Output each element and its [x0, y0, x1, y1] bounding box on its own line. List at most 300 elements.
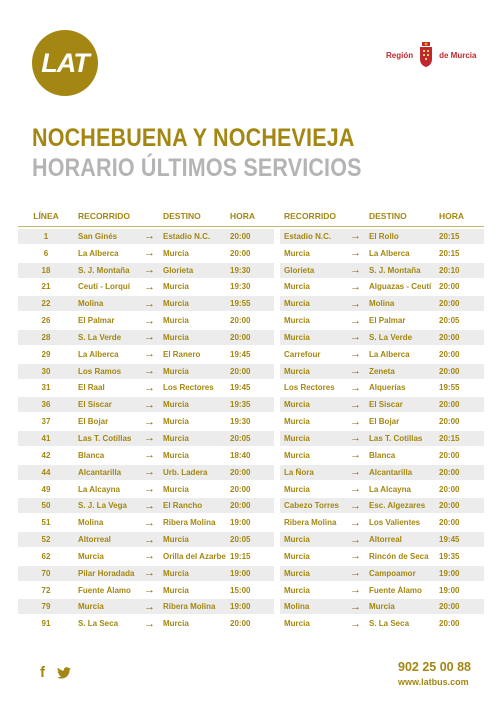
cell-recorrido: El Bojar: [78, 417, 109, 427]
outbound-band: [18, 549, 274, 564]
cell-recorrido: Molina: [78, 518, 104, 528]
arrow-right-icon: →: [144, 533, 155, 546]
cell-destino-return: S. La Verde: [369, 332, 413, 342]
outbound-band: [18, 599, 274, 614]
table-row: [18, 263, 484, 278]
region-label-part1: Región: [386, 50, 414, 60]
cell-recorrido: Murcia: [78, 602, 104, 612]
outbound-band: [18, 482, 274, 497]
return-band: [280, 465, 484, 480]
arrow-right-icon: →: [350, 297, 361, 310]
cell-recorrido-return: Murcia: [284, 417, 310, 427]
return-band: [280, 616, 484, 631]
arrow-right-icon: →: [144, 567, 155, 580]
cell-recorrido: El Siscar: [78, 400, 112, 410]
cell-hora-return: 20:00: [439, 366, 460, 376]
cell-recorrido: S. La Seca: [78, 619, 119, 629]
table-row: [18, 313, 484, 328]
cell-hora: 19:30: [230, 265, 251, 275]
cell-destino-return: Rincón de Seca: [369, 551, 429, 561]
cell-destino-return: Murcia: [369, 602, 395, 612]
arrow-right-icon: →: [144, 483, 155, 495]
cell-recorrido-return: Murcia: [284, 585, 310, 595]
arrow-right-icon: →: [350, 567, 361, 580]
cell-hora: 19:00: [230, 602, 251, 612]
cell-recorrido-return: Ribera Molina: [284, 518, 337, 528]
table-row: [18, 616, 484, 631]
arrow-right-icon: →: [350, 617, 361, 630]
cell-recorrido-return: Molina: [284, 602, 310, 612]
cell-recorrido: S. J. Montaña: [78, 265, 130, 275]
arrow-right-icon: →: [350, 466, 361, 479]
cell-linea: 50: [41, 501, 51, 511]
cell-hora-return: 20:00: [439, 484, 460, 494]
outbound-band: [18, 229, 274, 244]
return-band: [280, 313, 484, 328]
cell-recorrido: El Raal: [78, 383, 105, 393]
cell-recorrido-return: Los Rectores: [284, 383, 335, 393]
arrow-right-icon: →: [144, 348, 155, 361]
table-row: [18, 330, 484, 345]
cell-recorrido: Fuente Álamo: [78, 585, 131, 595]
arrow-right-icon: →: [144, 247, 155, 260]
crest-icon: [418, 42, 434, 68]
arrow-right-icon: →: [350, 550, 361, 563]
cell-recorrido-return: Murcia: [284, 568, 310, 578]
cell-linea: 30: [41, 366, 51, 376]
cell-linea: 22: [41, 299, 51, 309]
cell-recorrido: Alcantarilla: [78, 467, 122, 477]
cell-recorrido-return: Murcia: [284, 535, 310, 545]
cell-hora: 20:00: [230, 248, 251, 258]
cell-destino-return: Altorreal: [369, 535, 402, 545]
arrow-right-icon: →: [144, 297, 155, 310]
table-row: [18, 380, 484, 395]
cell-recorrido: S. J. La Vega: [78, 501, 127, 511]
arrow-right-icon: →: [144, 499, 155, 512]
cell-destino: Murcia: [163, 535, 189, 545]
cell-linea: 51: [41, 518, 51, 528]
cell-destino-return: Blanca: [369, 450, 396, 460]
cell-destino-return: El Siscar: [369, 400, 403, 410]
cell-recorrido-return: Carrefour: [284, 349, 321, 359]
header-linea: LÍNEA: [33, 210, 59, 221]
arrow-right-icon: →: [350, 483, 361, 495]
return-band: [280, 414, 484, 429]
cell-hora-return: 20:00: [439, 602, 460, 612]
table-row: [18, 532, 484, 547]
lat-logo-text: LAT: [41, 47, 89, 78]
table-row: [18, 246, 484, 261]
arrow-right-icon: →: [350, 230, 361, 243]
cell-hora: 19:35: [230, 400, 251, 410]
twitter-icon[interactable]: [57, 667, 71, 679]
cell-linea: 70: [41, 568, 51, 578]
return-band: [280, 347, 484, 362]
arrow-right-icon: →: [350, 449, 361, 462]
cell-recorrido-return: Cabezo Torres: [284, 501, 339, 511]
outbound-band: [18, 330, 274, 345]
return-band: [280, 549, 484, 564]
table-row: [18, 515, 484, 530]
outbound-band: [18, 380, 274, 395]
arrow-right-icon: →: [144, 584, 155, 597]
return-band: [280, 279, 484, 294]
cell-destino-return: El Palmar: [369, 316, 406, 326]
phone-number: 902 25 00 88: [398, 660, 471, 674]
cell-linea: 62: [41, 551, 51, 561]
outbound-band: [18, 397, 274, 412]
cell-destino-return: Alcantarilla: [369, 467, 413, 477]
arrow-right-icon: →: [350, 381, 361, 394]
header-hora-return: HORA: [439, 210, 465, 221]
cell-destino: Murcia: [163, 400, 189, 410]
arrow-right-icon: →: [144, 264, 155, 277]
cell-recorrido-return: Murcia: [284, 619, 310, 629]
cell-hora-return: 20:00: [439, 349, 460, 359]
table-body: [18, 229, 484, 631]
arrow-right-icon: →: [350, 331, 361, 344]
table-row: [18, 229, 484, 244]
cell-hora-return: 20:15: [439, 433, 460, 443]
arrow-right-icon: →: [350, 398, 361, 411]
cell-linea: 41: [41, 433, 51, 443]
cell-hora: 20:00: [230, 501, 251, 511]
outbound-band: [18, 616, 274, 631]
outbound-band: [18, 532, 274, 547]
outbound-band: [18, 246, 274, 261]
table-row: [18, 279, 484, 294]
cell-hora-return: 20:00: [439, 299, 460, 309]
cell-hora: 20:00: [230, 332, 251, 342]
cell-destino: El Rancho: [163, 501, 203, 511]
social-links: [40, 664, 71, 681]
cell-hora: 19:45: [230, 383, 251, 393]
cell-destino-return: S. La Seca: [369, 619, 410, 629]
cell-destino-return: Alquerías: [369, 383, 406, 393]
cell-destino: El Ranero: [163, 349, 201, 359]
cell-destino-return: La Alberca: [369, 349, 410, 359]
cell-recorrido-return: Murcia: [284, 248, 310, 258]
return-band: [280, 229, 484, 244]
table-row: [18, 498, 484, 513]
arrow-right-icon: →: [144, 516, 155, 529]
cell-linea: 6: [43, 248, 49, 258]
arrow-right-icon: →: [144, 230, 155, 243]
outbound-band: [18, 347, 274, 362]
cell-linea: 52: [41, 535, 51, 545]
table-row: [18, 364, 484, 379]
table-row: [18, 566, 484, 581]
cell-recorrido: Las T. Cotillas: [78, 433, 132, 443]
cell-destino: Murcia: [163, 484, 189, 494]
table-row: [18, 414, 484, 429]
arrow-right-icon: →: [144, 466, 155, 479]
outbound-band: [18, 313, 274, 328]
cell-hora-return: 20:00: [439, 501, 460, 511]
arrow-right-icon: →: [144, 617, 155, 630]
cell-destino: Murcia: [163, 568, 189, 578]
outbound-band: [18, 263, 274, 278]
table-row: [18, 448, 484, 463]
cell-recorrido: El Palmar: [78, 316, 115, 326]
outbound-band: [18, 566, 274, 581]
cell-hora: 19:15: [230, 551, 251, 561]
cell-linea: 31: [41, 383, 51, 393]
cell-recorrido-return: Glorieta: [284, 265, 315, 275]
cell-destino: Murcia: [163, 332, 189, 342]
cell-linea: 72: [41, 585, 51, 595]
cell-destino: Urb. Ladera: [163, 467, 208, 477]
cell-destino: Los Rectores: [163, 383, 214, 393]
header-spacer: [138, 210, 161, 222]
cell-hora: 15:00: [230, 585, 251, 595]
header-recorrido: RECORRIDO: [78, 210, 130, 221]
schedule-table: [18, 205, 484, 631]
table-row: [18, 583, 484, 598]
outbound-band: [18, 431, 274, 446]
cell-hora: 20:05: [230, 535, 251, 545]
arrow-right-icon: →: [350, 584, 361, 597]
cell-destino: Murcia: [163, 417, 189, 427]
website-link[interactable]: www.latbus.com: [398, 677, 469, 687]
arrow-right-icon: →: [144, 331, 155, 344]
cell-destino: Murcia: [163, 433, 189, 443]
arrow-right-icon: →: [144, 365, 155, 378]
header-hora: HORA: [230, 210, 256, 221]
cell-hora-return: 19:45: [439, 535, 460, 545]
arrow-right-icon: →: [144, 381, 155, 394]
table-row: [18, 482, 484, 497]
cell-destino: Murcia: [163, 450, 189, 460]
cell-hora-return: 20:00: [439, 282, 460, 292]
cell-recorrido: Ceutí - Lorquí: [78, 282, 130, 292]
cell-recorrido: Pilar Horadada: [78, 568, 135, 578]
arrow-right-icon: →: [350, 365, 361, 378]
cell-hora: 20:00: [230, 366, 251, 376]
return-band: [280, 448, 484, 463]
cell-destino-return: Fuente Álamo: [369, 585, 422, 595]
cell-recorrido: Blanca: [78, 450, 105, 460]
cell-destino: Murcia: [163, 316, 189, 326]
cell-destino: Ribera Molina: [163, 518, 216, 528]
header-recorrido-return: RECORRIDO: [284, 210, 336, 221]
cell-destino: Orilla del Azarbe: [163, 551, 226, 561]
cell-linea: 42: [41, 450, 51, 460]
cell-recorrido-return: Murcia: [284, 551, 310, 561]
cell-hora-return: 20:15: [439, 248, 460, 258]
arrow-right-icon: →: [144, 398, 155, 411]
cell-recorrido-return: Murcia: [284, 316, 310, 326]
cell-hora: 20:00: [230, 316, 251, 326]
arrow-right-icon: →: [350, 600, 361, 613]
cell-hora-return: 19:35: [439, 551, 460, 561]
title-line2: HORARIO ÚLTIMOS SERVICIOS: [32, 154, 362, 182]
outbound-band: [18, 414, 274, 429]
cell-hora: 19:30: [230, 417, 251, 427]
arrow-right-icon: →: [350, 432, 361, 445]
cell-linea: 49: [41, 484, 51, 494]
return-band: [280, 482, 484, 497]
cell-hora-return: 19:55: [439, 383, 460, 393]
cell-hora: 19:00: [230, 518, 251, 528]
arrow-right-icon: →: [350, 348, 361, 361]
title-line1: NOCHEBUENA Y NOCHEVIEJA: [32, 124, 355, 152]
cell-destino-return: El Rollo: [369, 231, 399, 241]
cell-hora-return: 19:00: [439, 568, 460, 578]
return-band: [280, 380, 484, 395]
cell-destino-return: Esc. Algezares: [369, 501, 426, 511]
cell-recorrido: Murcia: [78, 551, 104, 561]
cell-hora-return: 20:00: [439, 417, 460, 427]
cell-hora-return: 20:00: [439, 400, 460, 410]
cell-recorrido: S. La Verde: [78, 332, 122, 342]
table-row: [18, 397, 484, 412]
cell-recorrido-return: La Ñora: [284, 467, 314, 477]
table-row: [18, 431, 484, 446]
header-destino: DESTINO: [163, 210, 201, 221]
cell-destino: Murcia: [163, 282, 189, 292]
cell-destino: Murcia: [163, 366, 189, 376]
cell-linea: 37: [41, 417, 51, 427]
arrow-right-icon: →: [350, 280, 361, 293]
region-label-part2: de Murcia: [439, 50, 477, 60]
arrow-right-icon: →: [144, 314, 155, 327]
facebook-icon[interactable]: f: [40, 664, 45, 681]
cell-hora: 20:05: [230, 433, 251, 443]
arrow-right-icon: →: [350, 415, 361, 428]
outbound-band: [18, 296, 274, 311]
cell-recorrido: La Alcayna: [78, 484, 120, 494]
cell-recorrido-return: Murcia: [284, 282, 310, 292]
cell-destino-return: La Alberca: [369, 248, 410, 258]
cell-recorrido: La Alberca: [78, 349, 119, 359]
cell-destino-return: Alguazas - Ceutí: [369, 282, 432, 292]
header-destino-return: DESTINO: [369, 210, 407, 221]
cell-hora-return: 20:05: [439, 316, 460, 326]
arrow-right-icon: →: [144, 280, 155, 293]
cell-recorrido-return: Murcia: [284, 450, 310, 460]
cell-hora: 20:00: [230, 231, 251, 241]
cell-recorrido: Los Ramos: [78, 366, 122, 376]
outbound-band: [18, 583, 274, 598]
outbound-band: [18, 448, 274, 463]
outbound-band: [18, 515, 274, 530]
table-row: [18, 465, 484, 480]
cell-hora-return: 20:00: [439, 467, 460, 477]
cell-hora: 20:00: [230, 484, 251, 494]
arrow-right-icon: →: [350, 516, 361, 529]
cell-recorrido-return: Estadio N.C.: [284, 231, 332, 241]
arrow-right-icon: →: [144, 600, 155, 613]
cell-linea: 79: [41, 602, 51, 612]
cell-destino: Ribera Molina: [163, 602, 216, 612]
cell-recorrido: Altorreal: [78, 535, 111, 545]
cell-recorrido: San Ginés: [78, 231, 118, 241]
cell-linea: 18: [41, 265, 51, 275]
arrow-right-icon: →: [350, 533, 361, 546]
table-row: [18, 347, 484, 362]
table-row: [18, 549, 484, 564]
outbound-band: [18, 465, 274, 480]
return-band: [280, 566, 484, 581]
cell-destino-return: Las T. Cotillas: [369, 433, 423, 443]
cell-hora-return: 20:00: [439, 450, 460, 460]
cell-destino-return: S. J. Montaña: [369, 265, 421, 275]
arrow-right-icon: →: [350, 314, 361, 327]
arrow-right-icon: →: [144, 449, 155, 462]
cell-hora: 20:00: [230, 619, 251, 629]
cell-recorrido-return: Murcia: [284, 299, 310, 309]
return-band: [280, 364, 484, 379]
cell-hora-return: 20:00: [439, 332, 460, 342]
cell-recorrido: La Alberca: [78, 248, 119, 258]
return-band: [280, 246, 484, 261]
arrow-right-icon: →: [350, 499, 361, 512]
arrow-right-icon: →: [144, 550, 155, 563]
cell-destino: Murcia: [163, 619, 189, 629]
cell-hora: 19:45: [230, 349, 251, 359]
return-band: [280, 515, 484, 530]
cell-destino: Murcia: [163, 585, 189, 595]
cell-hora-return: 19:00: [439, 585, 460, 595]
outbound-band: [18, 498, 274, 513]
cell-destino: Murcia: [163, 299, 189, 309]
return-band: [280, 263, 484, 278]
return-band: [280, 583, 484, 598]
cell-recorrido-return: Murcia: [284, 433, 310, 443]
cell-linea: 91: [41, 619, 51, 629]
cell-hora-return: 20:00: [439, 619, 460, 629]
arrow-right-icon: →: [144, 415, 155, 428]
return-band: [280, 498, 484, 513]
cell-hora: 19:30: [230, 282, 251, 292]
cell-destino: Glorieta: [163, 265, 194, 275]
cell-linea: 28: [41, 332, 51, 342]
cell-destino-return: Campoamor: [369, 568, 416, 578]
cell-hora-return: 20:10: [439, 265, 460, 275]
cell-destino-return: Molina: [369, 299, 395, 309]
cell-destino: Murcia: [163, 248, 189, 258]
header-spacer-return: [344, 210, 367, 222]
arrow-right-icon: →: [350, 247, 361, 260]
cell-hora-return: 20:00: [439, 518, 460, 528]
cell-linea: 44: [41, 467, 51, 477]
table-row: [18, 296, 484, 311]
cell-hora: 19:55: [230, 299, 251, 309]
outbound-band: [18, 279, 274, 294]
cell-hora-return: 20:15: [439, 231, 460, 241]
cell-linea: 29: [41, 349, 51, 359]
cell-recorrido: Molina: [78, 299, 104, 309]
cell-recorrido-return: Murcia: [284, 484, 310, 494]
cell-destino-return: Zeneta: [369, 366, 395, 376]
return-band: [280, 330, 484, 345]
arrow-right-icon: →: [350, 264, 361, 277]
table-header: [18, 205, 484, 227]
lat-logo: [32, 30, 98, 96]
cell-hora: 18:40: [230, 450, 251, 460]
cell-linea: 36: [41, 400, 51, 410]
cell-destino: Estadio N.C.: [163, 231, 211, 241]
cell-linea: 1: [43, 231, 49, 241]
cell-destino-return: Los Valientes: [369, 518, 421, 528]
return-band: [280, 397, 484, 412]
cell-destino-return: El Bojar: [369, 417, 400, 427]
cell-linea: 21: [41, 282, 51, 292]
arrow-right-icon: →: [144, 432, 155, 445]
cell-hora: 20:00: [230, 467, 251, 477]
